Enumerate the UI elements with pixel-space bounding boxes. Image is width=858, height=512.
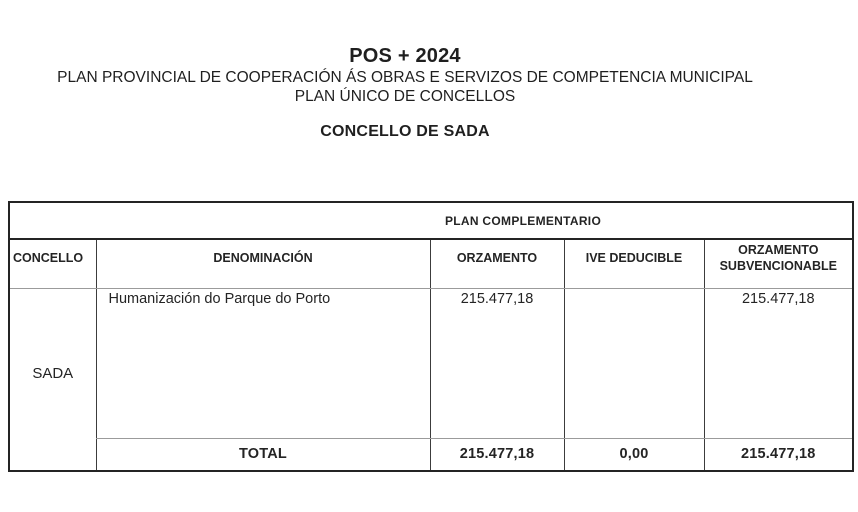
cell-orzamento-subvencionable: 215.477,18 <box>704 288 853 438</box>
column-header-ive-deducible: IVE DEDUCIBLE <box>564 239 704 288</box>
table-row <box>9 288 853 438</box>
cell-concello: SADA <box>9 288 96 471</box>
column-header-orzamento-subvencionable: ORZAMENTO SUBVENCIONABLE <box>704 239 853 288</box>
column-header-row <box>9 239 853 288</box>
concello-heading: CONCELLO DE SADA <box>320 122 490 140</box>
total-label: TOTAL <box>96 438 430 471</box>
cell-orzamento: 215.477,18 <box>430 288 564 438</box>
column-header-concello: CONCELLO <box>9 239 96 288</box>
subtitle-line-1: PLAN PROVINCIAL DE COOPERACIÓN ÁS OBRAS E SERVIZOS DE COMPETENCIA MUNICIPAL <box>57 69 753 86</box>
column-header-denominacion: DENOMINACIÓN <box>96 239 430 288</box>
total-orzamento-subvencionable: 215.477,18 <box>704 438 853 471</box>
column-header-orzamento: ORZAMENTO <box>430 239 564 288</box>
document-header <box>0 43 810 141</box>
total-row <box>9 438 853 471</box>
cell-denominacion: Humanización do Parque do Porto <box>96 288 430 438</box>
page-title: POS + 2024 <box>349 45 461 67</box>
total-ive-deducible: 0,00 <box>564 438 704 471</box>
subtitle-line-2: PLAN ÚNICO DE CONCELLOS <box>294 87 516 105</box>
total-orzamento: 215.477,18 <box>430 438 564 471</box>
cell-ive-deducible <box>564 288 704 438</box>
plan-complementario-table <box>8 201 854 472</box>
plan-header-cell: PLAN COMPLEMENTARIO <box>9 202 853 239</box>
plan-header-row <box>9 202 853 239</box>
